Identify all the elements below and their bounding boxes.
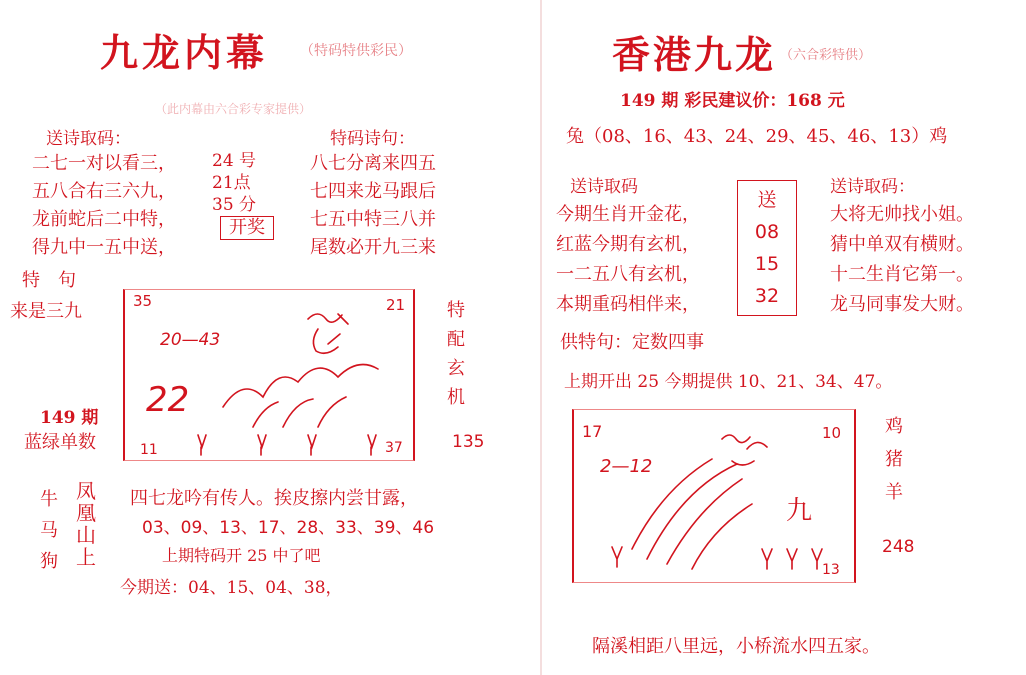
right-send-box [737, 180, 797, 316]
right-sketch [572, 409, 852, 581]
right-pic-num-1: 17 [582, 422, 603, 441]
left-last-issue: 上期特码开 25 中了吧 [162, 546, 321, 565]
left-phoenix-4: 上 [76, 545, 96, 569]
grass-sketch-icon [612, 547, 822, 569]
right-box-line-1: 送 [757, 189, 777, 211]
left-vertical-4: 机 [447, 387, 465, 408]
right-poem-heading-left: 送诗取码 [570, 177, 638, 197]
left-vertical-2: 配 [447, 329, 465, 350]
left-animals [40, 484, 58, 577]
left-verse: 四七龙吟有传人。挨皮擦内尝甘露， [130, 488, 418, 509]
left-te-ju: 特 句 [22, 270, 76, 291]
left-vertical-1: 特 [447, 300, 465, 321]
left-box-line-1: 24 号 [212, 151, 257, 171]
left-faint-line: （此内幕由六合彩专家提供） [155, 102, 312, 116]
right-gong-te: 供特句：定数四事 [560, 332, 704, 353]
right-pic-num-5: 13 [822, 562, 840, 578]
left-poem-line-3: 龙前蛇后二中特， [32, 209, 176, 230]
left-special-line-4: 尾数必开九三来 [310, 237, 436, 258]
left-phoenix [76, 480, 96, 568]
left-pic-num-5: 11 [140, 442, 158, 458]
mountain-sketch-icon [223, 365, 378, 408]
left-pic-num-1: 35 [133, 292, 153, 310]
right-title-note: （六合彩特供） [780, 48, 872, 63]
left-special-line-2: 七四来龙马跟后 [310, 181, 436, 202]
left-this-issue: 今期送：04、15、04、38， [120, 578, 343, 598]
bird-sketch-icon [308, 314, 348, 353]
left-poem-block [32, 150, 176, 262]
left-special-block [310, 150, 436, 262]
left-animal-2: 马 [40, 520, 58, 541]
bird-sketch-icon [722, 435, 767, 465]
right-poem-left-1: 今期生肖开金花， [556, 204, 700, 225]
right-poem-right-3: 十二生肖它第一。 [830, 264, 974, 285]
right-vertical-number: 248 [882, 537, 915, 557]
left-right-vertical [447, 296, 465, 412]
left-pic-num-6: 37 [385, 440, 403, 456]
right-vertical-3: 羊 [885, 482, 903, 503]
left-pic-num-3: 20—43 [160, 330, 221, 350]
left-poem-line-1: 二七一对以看三， [32, 153, 176, 174]
right-vertical-1: 鸡 [885, 416, 903, 437]
right-pic-num-3: 2—12 [600, 456, 653, 477]
ribbon-sketch-icon [632, 459, 752, 569]
left-pic-num-2: 21 [386, 296, 406, 314]
right-poem-left-2: 红蓝今期有玄机， [556, 234, 700, 255]
left-right-number: 135 [452, 432, 485, 452]
left-phoenix-1: 凤 [76, 479, 96, 503]
left-special-heading: 特码诗句： [330, 129, 415, 149]
right-poem-right-2: 猜中单双有横财。 [830, 234, 974, 255]
left-poem-heading: 送诗取码： [46, 129, 131, 149]
left-issue: 149 期 [40, 408, 99, 428]
left-box-line-4: 开奖 [220, 216, 274, 240]
left-title-note: （特码特供彩民） [300, 43, 412, 59]
left-title: 九龙内幕 [100, 30, 269, 75]
left-phoenix-3: 山 [76, 523, 96, 547]
page-divider [540, 0, 542, 675]
left-phoenix-2: 凰 [76, 501, 96, 525]
left-blue-green: 蓝绿单数 [24, 432, 96, 453]
right-last-issue: 上期开出 25 今期提供 10、21、34、47。 [564, 372, 893, 392]
left-sketch [123, 289, 411, 459]
left-time-box [212, 150, 274, 240]
right-poem-heading-right: 送诗取码： [830, 177, 915, 197]
right-vertical [885, 410, 903, 509]
right-poem-left-3: 一二五八有玄机， [556, 264, 700, 285]
right-issue-line: 149 期 彩民建议价：168 元 [620, 91, 845, 111]
right-rabbit-line: 兔（08、16、43、24、29、45、46、13）鸡 [566, 126, 948, 147]
left-special-line-3: 七五中特三八并 [310, 209, 436, 230]
right-box-line-4: 32 [754, 285, 780, 307]
right-poem-right [830, 200, 974, 320]
right-poem-right-1: 大将无帅找小姐。 [830, 204, 974, 225]
left-numbers-line: 03、09、13、17、28、33、39、46 [142, 518, 435, 538]
right-poem-left [556, 200, 700, 320]
right-title: 香港九龙 [612, 32, 777, 77]
left-vertical-3: 玄 [447, 358, 465, 379]
left-poem-line-2: 五八合右三六九， [32, 181, 176, 202]
left-animal-3: 狗 [40, 551, 58, 572]
left-box-line-3: 35 分 [212, 195, 257, 215]
right-vertical-2: 猪 [885, 449, 903, 470]
grass-sketch-icon [198, 435, 376, 455]
left-animal-1: 牛 [40, 489, 58, 510]
left-box-line-2: 21点 [212, 173, 251, 193]
left-te-ju-value: 来是三九 [10, 301, 82, 322]
right-pic-num-2: 10 [822, 424, 842, 442]
right-poem-right-4: 龙马同事发大财。 [830, 294, 974, 315]
right-box-line-3: 15 [754, 253, 780, 275]
right-box-line-2: 08 [754, 221, 780, 243]
right-pic-num-4: 九 [786, 496, 813, 526]
right-footer: 隔溪相距八里远，小桥流水四五家。 [592, 636, 880, 657]
left-poem-line-4: 得九中一五中送， [32, 237, 176, 258]
right-poem-left-4: 本期重码相伴来， [556, 294, 700, 315]
left-pic-num-4: 22 [146, 380, 190, 420]
left-special-line-1: 八七分离来四五 [310, 153, 436, 174]
